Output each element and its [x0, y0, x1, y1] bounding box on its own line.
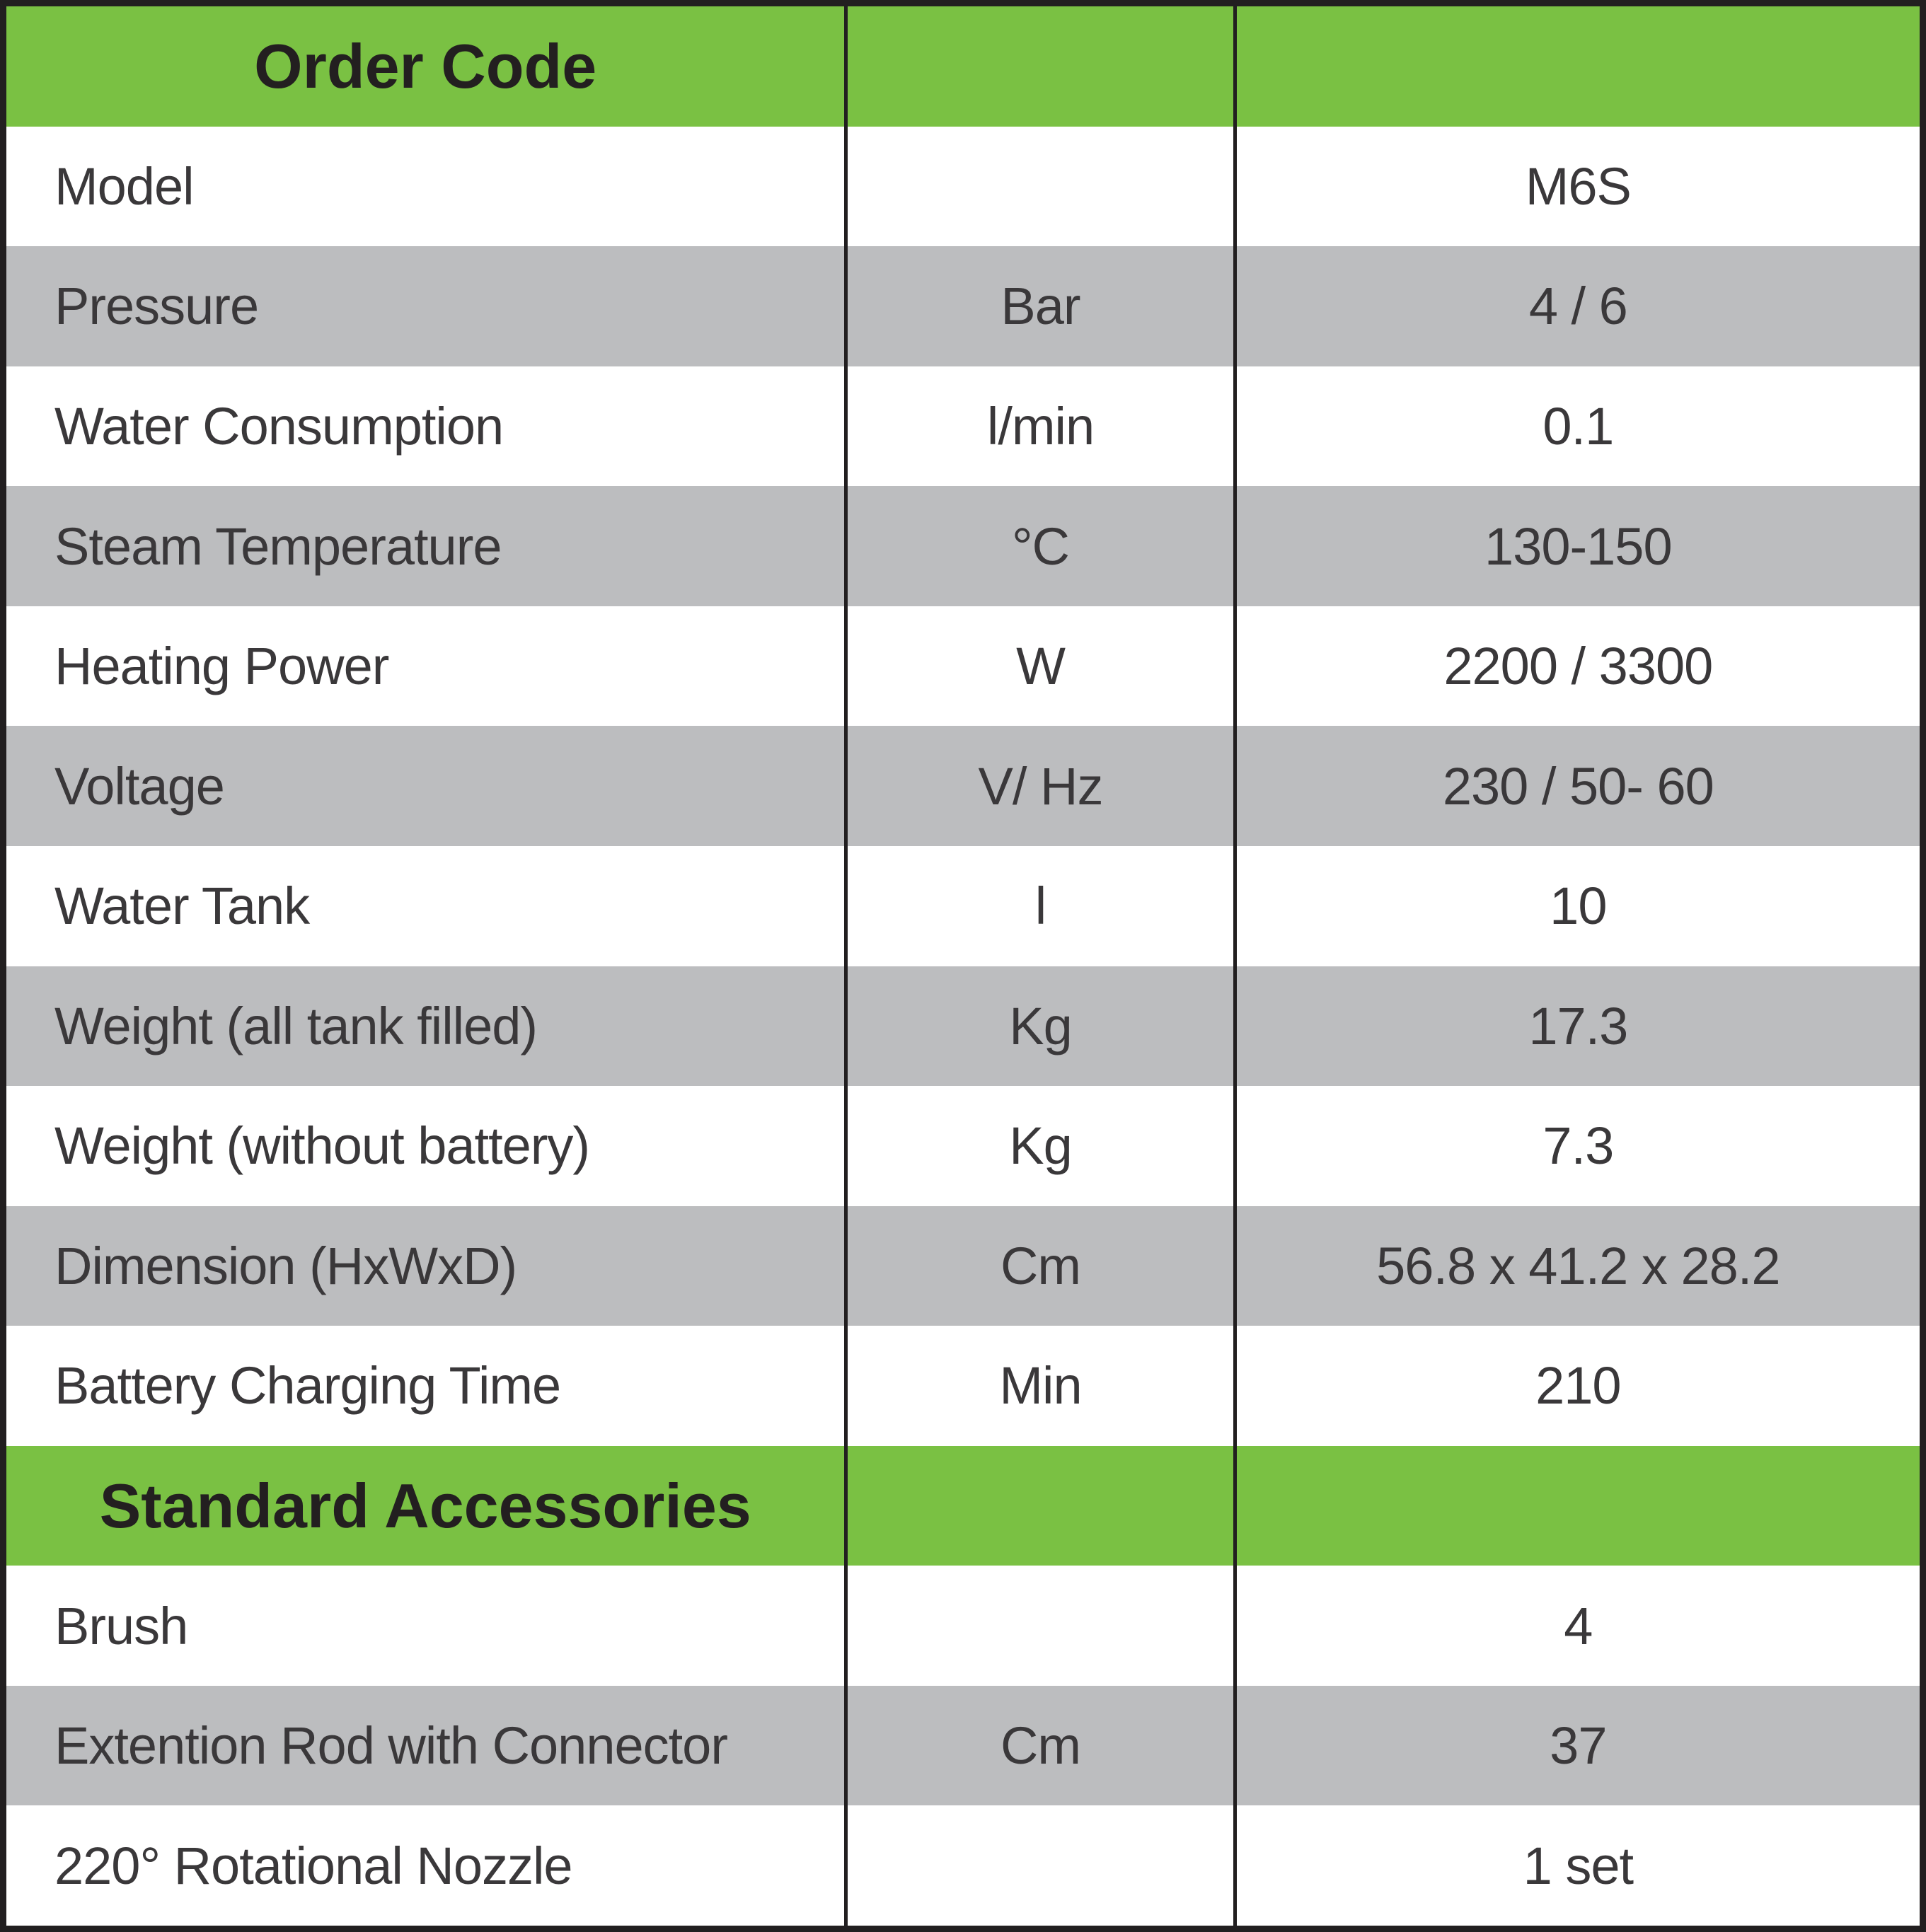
unit-cell: [844, 366, 1236, 487]
section-header-row: [6, 1446, 1920, 1566]
value-cell: [1237, 726, 1920, 846]
table-row: [6, 1686, 1920, 1806]
unit-cell: [844, 606, 1236, 727]
table-row: [6, 846, 1920, 966]
unit-text: V/ Hz: [978, 756, 1103, 816]
table-row: [6, 1206, 1920, 1326]
value-text: 10: [1550, 877, 1607, 936]
value-cell: [1237, 846, 1920, 966]
table-row: [6, 486, 1920, 606]
value-text: 2200 / 3300: [1443, 637, 1713, 696]
param-label-cell: [6, 1206, 844, 1326]
unit-text: Cm: [1000, 1236, 1081, 1295]
unit-cell: [844, 127, 1236, 247]
unit-text: l/min: [986, 396, 1095, 456]
param-label: 220° Rotational Nozzle: [54, 1836, 572, 1895]
value-text: 130-150: [1484, 516, 1672, 576]
table-row: [6, 127, 1920, 247]
unit-text: °C: [1011, 516, 1070, 576]
param-label: Extention Rod with Connector: [54, 1716, 727, 1776]
param-label-cell: [6, 366, 844, 487]
param-label: Weight (all tank filled): [54, 996, 538, 1055]
table-row: [6, 1805, 1920, 1926]
param-label: Steam Temperature: [54, 516, 502, 576]
param-label-cell: [6, 606, 844, 727]
param-label: Weight (without battery): [54, 1116, 590, 1176]
unit-cell: [844, 486, 1236, 606]
unit-text: Kg: [1009, 1116, 1072, 1176]
param-label-cell: [6, 127, 844, 247]
value-text: 4: [1564, 1596, 1593, 1655]
value-cell: [1237, 366, 1920, 487]
unit-text: W: [1016, 637, 1065, 696]
param-label: Water Tank: [54, 877, 310, 936]
param-label-cell: [6, 486, 844, 606]
unit-cell: [844, 246, 1236, 366]
unit-cell: [844, 1206, 1236, 1326]
value-text: 37: [1550, 1716, 1607, 1776]
param-label-cell: [6, 1686, 844, 1806]
param-label: Water Consumption: [54, 396, 504, 456]
unit-text: Bar: [1001, 277, 1080, 336]
param-label: Battery Charging Time: [54, 1356, 561, 1416]
value-cell: [1237, 606, 1920, 727]
value-cell: [1237, 246, 1920, 366]
value-text: 56.8 x 41.2 x 28.2: [1376, 1236, 1780, 1295]
unit-cell: [844, 1326, 1236, 1446]
param-label: Pressure: [54, 277, 259, 336]
param-label-cell: [6, 966, 844, 1087]
section-header-spacer: [844, 6, 1236, 127]
value-cell: [1237, 127, 1920, 247]
value-cell: [1237, 1326, 1920, 1446]
table-row: [6, 1326, 1920, 1446]
section-header-spacer: [1237, 1446, 1920, 1566]
param-label-cell: [6, 1086, 844, 1206]
value-cell: [1237, 1805, 1920, 1926]
unit-text: l: [1034, 877, 1046, 936]
value-text: 1 set: [1523, 1836, 1634, 1895]
unit-cell: [844, 726, 1236, 846]
unit-text: Min: [999, 1356, 1082, 1416]
param-label: Model: [54, 156, 194, 216]
value-cell: [1237, 1086, 1920, 1206]
unit-text: Cm: [1000, 1716, 1081, 1776]
param-label-cell: [6, 1805, 844, 1926]
table-row: [6, 726, 1920, 846]
table-row: [6, 246, 1920, 366]
unit-cell: [844, 846, 1236, 966]
unit-cell: [844, 966, 1236, 1087]
table-row: [6, 1566, 1920, 1686]
value-cell: [1237, 966, 1920, 1087]
value-cell: [1237, 486, 1920, 606]
param-label: Dimension (HxWxD): [54, 1236, 517, 1295]
value-text: M6S: [1525, 156, 1631, 216]
table-row: [6, 606, 1920, 727]
param-label: Voltage: [54, 756, 224, 816]
value-text: 230 / 50- 60: [1442, 756, 1714, 816]
section-header-cell: [6, 1446, 844, 1566]
value-cell: [1237, 1206, 1920, 1326]
section-header-spacer: [844, 1446, 1236, 1566]
section-header-cell: [6, 6, 844, 127]
param-label-cell: [6, 1566, 844, 1686]
value-text: 17.3: [1528, 996, 1628, 1055]
unit-cell: [844, 1566, 1236, 1686]
section-header-label: Order Code: [254, 30, 597, 101]
value-text: 7.3: [1542, 1116, 1614, 1176]
value-cell: [1237, 1566, 1920, 1686]
value-cell: [1237, 1686, 1920, 1806]
param-label: Heating Power: [54, 637, 389, 696]
section-header-spacer: [1237, 6, 1920, 127]
param-label-cell: [6, 1326, 844, 1446]
unit-cell: [844, 1805, 1236, 1926]
unit-cell: [844, 1086, 1236, 1206]
value-text: 4 / 6: [1528, 277, 1627, 336]
param-label: Brush: [54, 1596, 188, 1655]
table-row: [6, 366, 1920, 487]
param-label-cell: [6, 726, 844, 846]
unit-text: Kg: [1009, 996, 1072, 1055]
value-text: 0.1: [1542, 396, 1614, 456]
table-row: [6, 966, 1920, 1087]
param-label-cell: [6, 246, 844, 366]
unit-cell: [844, 1686, 1236, 1806]
table-row: [6, 1086, 1920, 1206]
param-label-cell: [6, 846, 844, 966]
value-text: 210: [1535, 1356, 1621, 1416]
section-header-label: Standard Accessories: [99, 1470, 751, 1541]
section-header-row: [6, 6, 1920, 127]
